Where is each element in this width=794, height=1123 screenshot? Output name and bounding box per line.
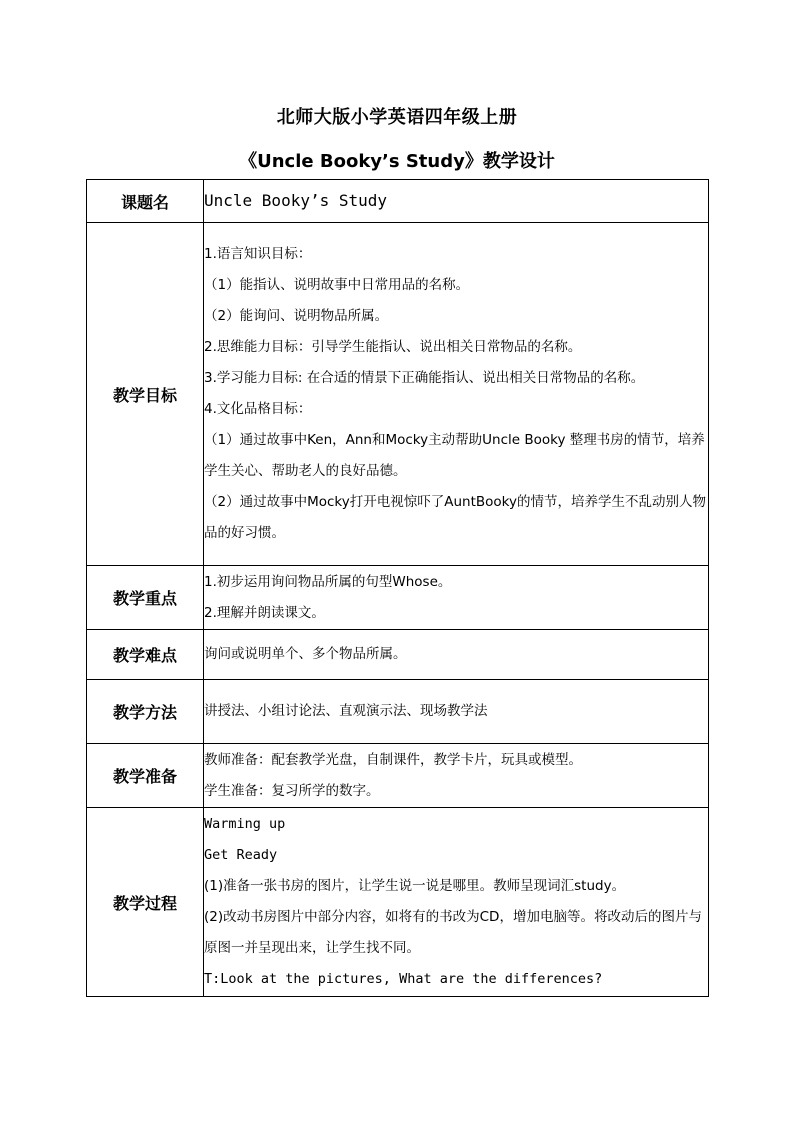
row-difficulties [87,630,709,680]
preparation-line: 学生准备：复习所学的数字。 [204,782,380,799]
key-point-line: 2.理解并朗读课文。 [204,604,325,621]
process-line: Warming up [204,816,286,832]
label-objectives: 教学目标 [87,223,204,566]
process-line: (2)改动书房图片中部分内容，如将有的书改为CD，增加电脑等。将改动后的图片与原图一并呈现出来，让学生找不同。 [204,909,702,956]
value-key-points [204,566,709,630]
objective-line: 2.思维能力目标：引导学生能指认、说出相关日常物品的名称。 [204,339,582,355]
row-methods [87,680,709,744]
topic-text: Uncle Booky’s Study [204,190,388,210]
label-difficulties: 教学难点 [87,630,204,680]
label-methods: 教学方法 [87,680,204,744]
label-preparation: 教学准备 [87,744,204,808]
objective-line: 1.语言知识目标： [204,246,312,262]
process-line: (1)准备一张书房的图片，让学生说一说是哪里。教师呈现词汇study。 [204,878,626,894]
objective-line: （1）通过故事中Ken，Ann和Mocky主动帮助Uncle Booky 整理书房的情节，培养学生关心、帮助老人的良好品德。 [204,432,705,479]
row-preparation [87,744,709,808]
document-title: 北师大版小学英语四年级上册 [276,107,518,128]
row-topic [87,180,709,223]
preparation-line: 教师准备：配套教学光盘，自制课件，教学卡片，玩具或模型。 [204,751,582,768]
value-methods [204,680,709,744]
value-preparation [204,744,709,808]
objective-line: 3.学习能力目标: 在合适的情景下正确能指认、说出相关日常物品的名称。 [204,370,645,386]
label-topic: 课题名 [87,180,204,223]
objective-line: （2）能询问、说明物品所属。 [204,308,389,324]
row-objectives [87,223,709,566]
row-process [87,808,709,997]
objective-line: 4.文化品格目标： [204,401,312,417]
objective-line: （2）通过故事中Mocky打开电视惊吓了AuntBooky的情节，培养学生不乱动别人物品的好习惯。 [204,494,706,541]
row-key-points [87,566,709,630]
value-process [204,808,709,997]
objective-line: （1）能指认、说明故事中日常用品的名称。 [204,277,470,293]
value-difficulties [204,630,709,680]
document-subtitle: 《Uncle Booky’s Study》教学设计 [239,151,555,172]
lesson-plan-table [86,179,709,997]
value-objectives [204,223,709,566]
value-topic [204,180,709,223]
label-process: 教学过程 [87,808,204,997]
methods-text: 讲授法、小组讨论法、直观演示法、现场教学法 [204,703,488,719]
process-line: Get Ready [204,847,278,863]
label-key-points: 教学重点 [87,566,204,630]
difficulty-text: 询问或说明单个、多个物品所属。 [204,646,407,662]
key-point-line: 1.初步运用询问物品所属的句型Whose。 [204,573,452,590]
process-line: T:Look at the pictures, What are the differences? [204,971,603,987]
